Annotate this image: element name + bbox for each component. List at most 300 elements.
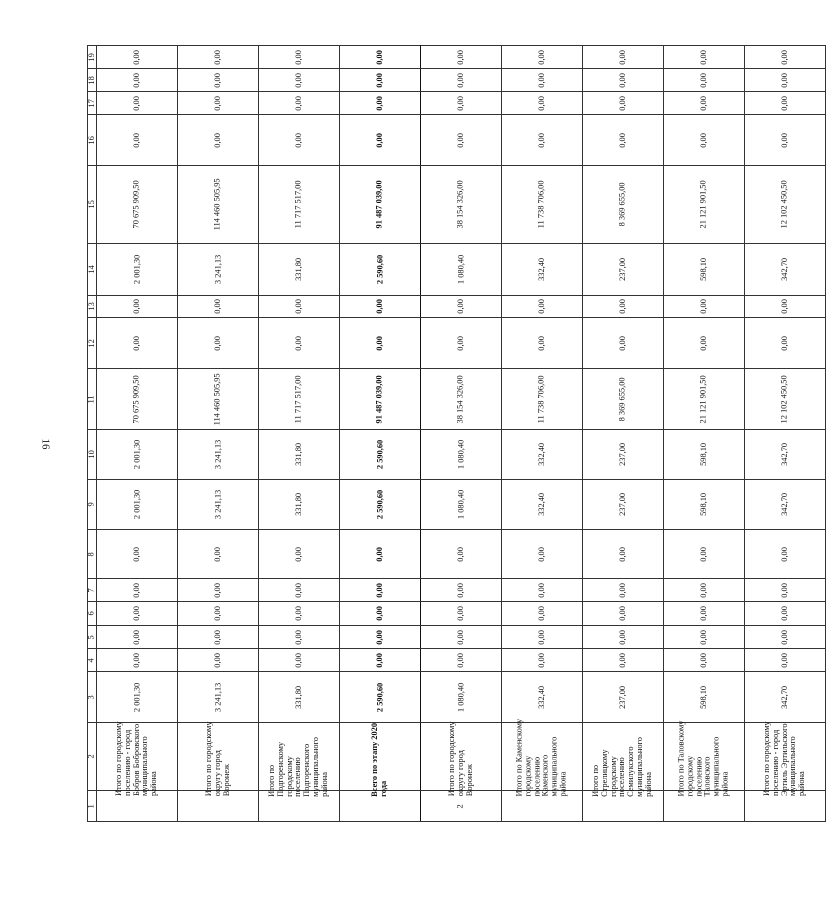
value-cell (664, 672, 745, 723)
value-cell (340, 480, 421, 530)
value-cell (745, 530, 826, 579)
cell-value: 0,00 (212, 49, 222, 65)
column-number-label: 16 (86, 135, 96, 145)
cell-value: 332,40 (536, 492, 546, 517)
cell-value: 0,00 (779, 582, 789, 598)
value-cell (502, 369, 583, 430)
value-cell (97, 296, 178, 318)
column-number-label: 7 (86, 587, 96, 593)
cell-value: 237,00 (617, 492, 627, 517)
value-cell (745, 430, 826, 480)
column-number-label: 19 (86, 52, 96, 62)
value-cell (421, 318, 502, 369)
row-name: Итого по Подгоренскому городскому поселению Подгоренского муниципального района (267, 736, 330, 797)
value-cell (745, 166, 826, 244)
cell-value: 114 460 505,95 (212, 372, 222, 426)
value-cell (583, 626, 664, 649)
value-cell (664, 369, 745, 430)
cell-value: 0,00 (131, 629, 141, 645)
cell-value: 0,00 (212, 335, 222, 351)
cell-value: 0,00 (698, 49, 708, 65)
value-cell (502, 530, 583, 579)
table-row (88, 602, 826, 626)
value-cell (745, 579, 826, 602)
cell-value: 0,00 (617, 582, 627, 598)
value-cell (583, 480, 664, 530)
column-number (88, 296, 97, 318)
column-number (88, 115, 97, 166)
value-cell (745, 369, 826, 430)
column-number-label: 18 (86, 75, 96, 85)
value-cell (664, 166, 745, 244)
column-number-label: 15 (86, 200, 96, 209)
value-cell (421, 649, 502, 672)
value-cell (745, 672, 826, 723)
cell-value: 0,00 (293, 582, 303, 598)
value-cell (421, 530, 502, 579)
cell-value: 0,00 (455, 72, 465, 88)
value-cell (259, 579, 340, 602)
column-number-label: 2 (86, 754, 96, 759)
value-cell (664, 602, 745, 626)
value-cell (259, 166, 340, 244)
cell-value: 331,80 (293, 685, 303, 709)
value-cell (97, 579, 178, 602)
value-cell (421, 115, 502, 166)
cell-value: 1 080,40 (455, 682, 465, 712)
cell-value: 0,00 (374, 299, 384, 314)
value-cell (259, 672, 340, 723)
column-number (88, 649, 97, 672)
cell-value: 12 102 450,50 (779, 180, 789, 229)
cell-value: 598,10 (698, 492, 708, 517)
cell-value: 0,00 (212, 606, 222, 621)
cell-value: 0,00 (779, 72, 789, 88)
cell-value: 38 154 326,00 (455, 180, 465, 229)
cell-value: 332,40 (536, 442, 546, 467)
column-number-label: 8 (86, 551, 96, 557)
column-number-label: 14 (86, 265, 96, 274)
column-number-label: 11 (86, 394, 96, 404)
column-number-label: 17 (86, 98, 96, 108)
row-name-cell (97, 721, 178, 797)
value-cell (421, 92, 502, 115)
value-cell (259, 480, 340, 530)
cell-value: 0,00 (536, 72, 546, 88)
value-cell (502, 430, 583, 480)
value-cell (664, 530, 745, 579)
cell-value: 0,00 (293, 132, 303, 148)
value-cell (583, 649, 664, 672)
value-cell (583, 369, 664, 430)
column-number (88, 480, 97, 530)
value-cell (340, 672, 421, 723)
row-name-cell (259, 723, 340, 797)
value-cell (745, 69, 826, 92)
value-cell (259, 92, 340, 115)
cell-value: 70 675 909,50 (131, 374, 141, 424)
cell-value: 12 102 450,50 (779, 374, 789, 424)
value-cell (259, 318, 340, 369)
column-number (88, 318, 97, 369)
value-cell (178, 115, 259, 166)
value-cell (340, 530, 421, 579)
value-cell (502, 166, 583, 244)
cell-value: 0,00 (131, 72, 141, 88)
value-cell (664, 318, 745, 369)
cell-value: 0,00 (617, 72, 627, 88)
cell-value: 0,00 (293, 606, 303, 621)
cell-value: 0,00 (536, 299, 546, 314)
cell-value: 331,80 (293, 442, 303, 467)
value-cell (97, 69, 178, 92)
value-cell (97, 318, 178, 369)
value-cell (178, 430, 259, 480)
column-number (88, 166, 97, 244)
column-number-label: 5 (86, 634, 96, 640)
value-cell (178, 46, 259, 69)
value-cell (97, 430, 178, 480)
value-cell (745, 46, 826, 69)
table-row (88, 672, 826, 723)
value-cell (340, 115, 421, 166)
value-cell (745, 480, 826, 530)
value-cell (583, 318, 664, 369)
value-cell (259, 296, 340, 318)
value-cell (583, 115, 664, 166)
value-cell (583, 296, 664, 318)
table-row (88, 46, 826, 69)
cell-value: 0,00 (212, 132, 222, 148)
value-cell (97, 46, 178, 69)
cell-value: 0,00 (698, 652, 708, 668)
cell-value: 0,00 (698, 72, 708, 88)
cell-value: 0,00 (212, 72, 222, 88)
cell-value: 342,70 (779, 492, 789, 517)
value-cell (583, 92, 664, 115)
cell-value: 0,00 (617, 335, 627, 351)
page-number: 16 (39, 438, 52, 450)
cell-value: 342,70 (779, 685, 789, 709)
cell-value: 0,00 (698, 132, 708, 148)
cell-value: 331,80 (293, 257, 303, 282)
cell-value: 0,00 (536, 132, 546, 148)
cell-value: 0,00 (536, 335, 546, 351)
cell-value: 0,00 (131, 95, 141, 111)
column-number (88, 530, 97, 579)
value-cell (178, 602, 259, 626)
value-cell (583, 69, 664, 92)
value-cell (583, 166, 664, 244)
value-cell (178, 166, 259, 244)
column-number-label: 9 (86, 502, 96, 507)
value-cell (664, 296, 745, 318)
value-cell (340, 69, 421, 92)
value-cell (178, 369, 259, 430)
value-cell (502, 92, 583, 115)
cell-value: 0,00 (212, 95, 222, 111)
cell-value: 0,00 (374, 95, 384, 111)
value-cell (97, 369, 178, 430)
cell-value: 0,00 (212, 652, 222, 668)
value-cell (97, 480, 178, 530)
cell-value: 0,00 (293, 299, 303, 314)
cell-value: 3 241,13 (212, 682, 222, 712)
value-cell (340, 166, 421, 244)
row-name: Итого по Таловскому городскому поселению Таловского муниципального района (676, 720, 730, 797)
cell-value: 2 590,60 (374, 682, 384, 712)
column-number (88, 430, 97, 480)
cell-value: 0,00 (374, 72, 384, 88)
cell-value: 0,00 (293, 49, 303, 65)
value-cell (259, 115, 340, 166)
cell-value: 0,00 (536, 95, 546, 111)
value-cell (178, 244, 259, 296)
value-cell (664, 430, 745, 480)
value-cell (745, 92, 826, 115)
value-cell (259, 602, 340, 626)
cell-value: 0,00 (131, 335, 141, 351)
cell-value: 0,00 (374, 629, 384, 645)
value-cell (502, 46, 583, 69)
cell-value: 0,00 (374, 606, 384, 621)
value-cell (421, 626, 502, 649)
cell-value: 0,00 (374, 546, 384, 562)
row-name-cell (502, 718, 583, 797)
row-name-cell (421, 721, 502, 797)
row-name: Всего по этапу 2020 года (370, 722, 389, 797)
table-row (88, 530, 826, 579)
cell-value: 0,00 (455, 606, 465, 621)
cell-value: 21 121 901,50 (698, 374, 708, 424)
value-cell (664, 480, 745, 530)
value-cell (340, 46, 421, 69)
value-cell (664, 626, 745, 649)
value-cell (97, 166, 178, 244)
cell-value: 0,00 (617, 132, 627, 148)
cell-value: 0,00 (698, 95, 708, 111)
cell-value: 11 717 517,00 (293, 375, 303, 423)
table-row (88, 480, 826, 530)
cell-value: 2 001,30 (131, 254, 141, 285)
value-cell (664, 115, 745, 166)
cell-value: 598,10 (698, 442, 708, 467)
value-cell (421, 369, 502, 430)
cell-value: 598,10 (698, 257, 708, 282)
row-name: Итого по Каменскому городскому поселению Каменского муниципального района (514, 718, 568, 797)
cell-value: 0,00 (698, 629, 708, 645)
cell-value: 0,00 (617, 95, 627, 111)
value-cell (664, 46, 745, 69)
cell-value: 8 369 655,00 (617, 377, 627, 421)
value-cell (664, 69, 745, 92)
value-cell (583, 579, 664, 602)
value-cell (340, 296, 421, 318)
value-cell (583, 530, 664, 579)
cell-value: 0,00 (779, 629, 789, 645)
cell-value: 2 001,30 (131, 439, 141, 470)
cell-value: 0,00 (536, 49, 546, 65)
column-number (88, 244, 97, 296)
cell-value: 0,00 (455, 335, 465, 351)
cell-value: 0,00 (293, 72, 303, 88)
cell-value: 2 590,60 (374, 254, 384, 285)
cell-value: 0,00 (536, 582, 546, 598)
cell-value: 0,00 (698, 546, 708, 562)
column-number (88, 69, 97, 92)
cell-value: 0,00 (455, 132, 465, 148)
value-cell (745, 296, 826, 318)
value-cell (745, 602, 826, 626)
table-row (88, 69, 826, 92)
cell-value: 0,00 (455, 629, 465, 645)
value-cell (502, 626, 583, 649)
value-cell (178, 649, 259, 672)
cell-value: 1 080,40 (455, 489, 465, 520)
table-row (88, 723, 826, 791)
value-cell (178, 672, 259, 723)
cell-value: 0,00 (617, 49, 627, 65)
column-number (88, 791, 97, 822)
column-number (88, 92, 97, 115)
cell-value: 0,00 (455, 546, 465, 562)
value-cell (178, 579, 259, 602)
cell-value: 598,10 (698, 685, 708, 709)
cell-value: 0,00 (536, 606, 546, 621)
value-cell (502, 296, 583, 318)
value-cell (745, 318, 826, 369)
column-number-label: 13 (86, 302, 96, 311)
cell-value: 0,00 (779, 132, 789, 148)
cell-value: 11 738 706,00 (536, 375, 546, 423)
value-cell (421, 480, 502, 530)
cell-value: 0,00 (617, 546, 627, 562)
cell-value: 0,00 (698, 582, 708, 598)
cell-value: 332,40 (536, 685, 546, 709)
value-cell (97, 626, 178, 649)
cell-value: 0,00 (293, 95, 303, 111)
column-number (88, 579, 97, 602)
value-cell (421, 166, 502, 244)
cell-value: 0,00 (131, 652, 141, 668)
table-row (88, 579, 826, 602)
column-number-label: 4 (86, 657, 96, 663)
cell-value: 0,00 (374, 49, 384, 65)
cell-value: 0,00 (779, 335, 789, 351)
value-cell (97, 602, 178, 626)
value-cell (502, 318, 583, 369)
cell-value: 0,00 (293, 335, 303, 351)
cell-value: 0,00 (698, 299, 708, 314)
value-cell (259, 430, 340, 480)
value-cell (502, 579, 583, 602)
value-cell (97, 115, 178, 166)
cell-value: 38 154 326,00 (455, 374, 465, 424)
cell-value: 0,00 (212, 582, 222, 598)
row-name: Итого по городскому поселению - город Эртиль Эртильского муниципального района (762, 721, 807, 797)
value-cell (178, 480, 259, 530)
value-cell (259, 649, 340, 672)
column-number (88, 602, 97, 626)
value-cell (259, 69, 340, 92)
value-cell (664, 649, 745, 672)
cell-value: 0,00 (617, 652, 627, 668)
cell-value: 11 738 706,00 (536, 180, 546, 229)
cell-value: 0,00 (131, 606, 141, 621)
row-name: Итого по Стрелицкому городскому поселению Семилукского муниципального района (591, 736, 654, 797)
value-cell (745, 115, 826, 166)
value-cell (259, 369, 340, 430)
column-number-label: 10 (86, 450, 96, 459)
cell-value: 70 675 909,50 (131, 180, 141, 229)
cell-value: 0,00 (374, 652, 384, 668)
cell-value: 0,00 (455, 652, 465, 668)
value-cell (583, 672, 664, 723)
cell-value: 237,00 (617, 685, 627, 709)
cell-value: 91 487 039,00 (374, 180, 384, 229)
value-cell (97, 649, 178, 672)
cell-value: 0,00 (455, 95, 465, 111)
cell-value: 8 369 655,00 (617, 182, 627, 227)
value-cell (745, 626, 826, 649)
value-cell (745, 649, 826, 672)
row-name-cell (664, 720, 745, 797)
cell-value: 0,00 (779, 95, 789, 111)
value-cell (664, 244, 745, 296)
cell-value: 342,70 (779, 442, 789, 467)
cell-value: 21 121 901,50 (698, 180, 708, 229)
data-table (87, 45, 826, 822)
column-number (88, 46, 97, 69)
cell-value: 0,00 (455, 582, 465, 598)
value-cell (97, 530, 178, 579)
value-cell (259, 244, 340, 296)
value-cell (421, 46, 502, 69)
value-cell (340, 244, 421, 296)
cell-value: 91 487 039,00 (374, 374, 384, 424)
cell-value: 0,00 (131, 49, 141, 65)
value-cell (583, 602, 664, 626)
value-cell (421, 296, 502, 318)
column-number (88, 723, 97, 791)
cell-value: 3 241,13 (212, 489, 222, 520)
value-cell (340, 626, 421, 649)
value-cell (340, 649, 421, 672)
column-number (88, 626, 97, 649)
cell-value: 0,00 (374, 335, 384, 351)
cell-value: 1 080,40 (455, 254, 465, 285)
value-cell (502, 672, 583, 723)
value-cell (502, 649, 583, 672)
column-number-label: 12 (86, 338, 96, 348)
value-cell (97, 244, 178, 296)
cell-value: 0,00 (536, 546, 546, 562)
cell-value: 0,00 (212, 546, 222, 562)
column-number (88, 369, 97, 430)
cell-value: 332,40 (536, 257, 546, 282)
value-cell (340, 369, 421, 430)
cell-value: 1 080,40 (455, 439, 465, 470)
cell-value: 11 717 517,00 (293, 180, 303, 229)
table-row (88, 318, 826, 369)
value-cell (502, 480, 583, 530)
cell-value: 237,00 (617, 442, 627, 467)
cell-value: 0,00 (536, 652, 546, 668)
cell-value: 0,00 (212, 299, 222, 314)
value-cell (178, 296, 259, 318)
table-row (88, 244, 826, 296)
cell-value: 0,00 (131, 546, 141, 562)
